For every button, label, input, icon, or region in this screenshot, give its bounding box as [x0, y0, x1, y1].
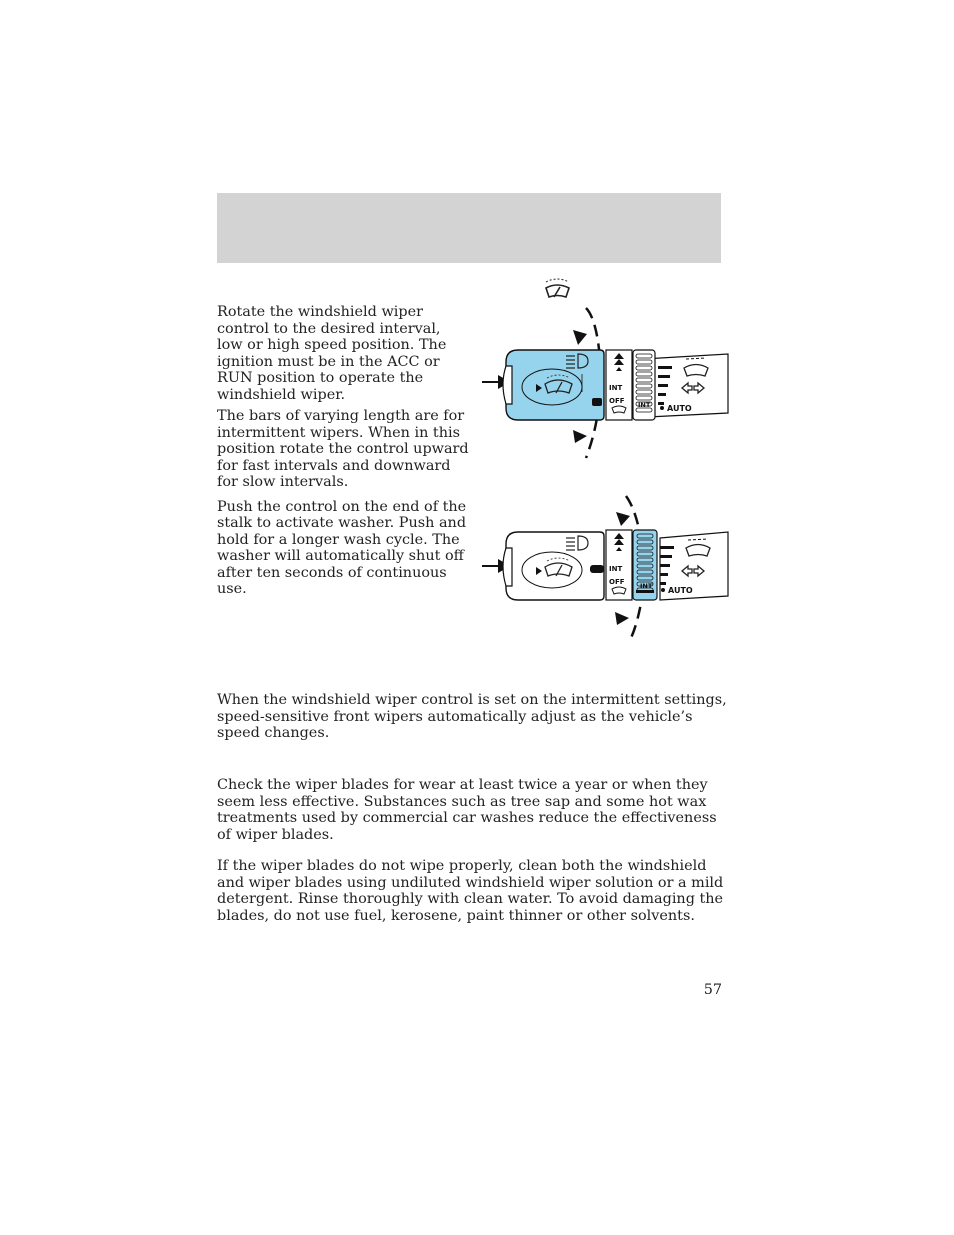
wiper-rotate-figure [470, 272, 730, 464]
speed-sensitive-text: When the windshield wiper control is set on the intermittent settings, speed-sensitive front wipers automatically adjust as the vehicle’s speed changes. [217, 692, 727, 741]
int-label-collar: INT [640, 582, 653, 590]
auto-label: AUTO [668, 586, 693, 595]
column-text [217, 304, 469, 598]
section-header-band [217, 193, 721, 263]
washer-paragraph: Push the control on the end of the stalk to activate washer. Push and hold for a longer wash cycle. The washer will automatically shut off after ten seconds of continuous use. [217, 498, 467, 597]
off-label: OFF [609, 397, 625, 405]
washer-push-figure [470, 488, 730, 644]
blade-cleaning-paragraph [217, 858, 727, 924]
wiper-icon [546, 279, 569, 297]
blade-check-text: Check the wiper blades for wear at least twice a year or when they seem less effective. Substances such as tree sap and some hot wax treatments used by commercial car washes reduce the effectiveness of wiper blades. [217, 777, 717, 843]
off-label: OFF [609, 578, 625, 586]
auto-label: AUTO [667, 404, 692, 413]
speed-sensitive-paragraph [217, 692, 727, 742]
int-label: INT [609, 565, 623, 573]
page-number: 57 [703, 982, 722, 998]
wiper-rotate-paragraph: Rotate the windshield wiper control to the desired interval, low or high speed position. The ignition must be in the ACC or RUN position to operate the windshield wiper. [217, 304, 447, 403]
int-label-collar: INT [638, 401, 651, 409]
blade-cleaning-text: If the wiper blades do not wipe properly, clean both the windshield and wiper blades using undiluted windshield wiper solution or a mild detergent. Rinse thoroughly with clean water. To avoid damaging the blades, do not use fuel, kerosene, paint thinner or other solvents. [217, 858, 724, 924]
blade-check-paragraph [217, 777, 727, 843]
int-label: INT [609, 384, 623, 392]
intermittent-paragraph: The bars of varying length are for intermittent wipers. When in this position rotate the control upward for fast intervals and downward for slow intervals. [217, 408, 469, 490]
